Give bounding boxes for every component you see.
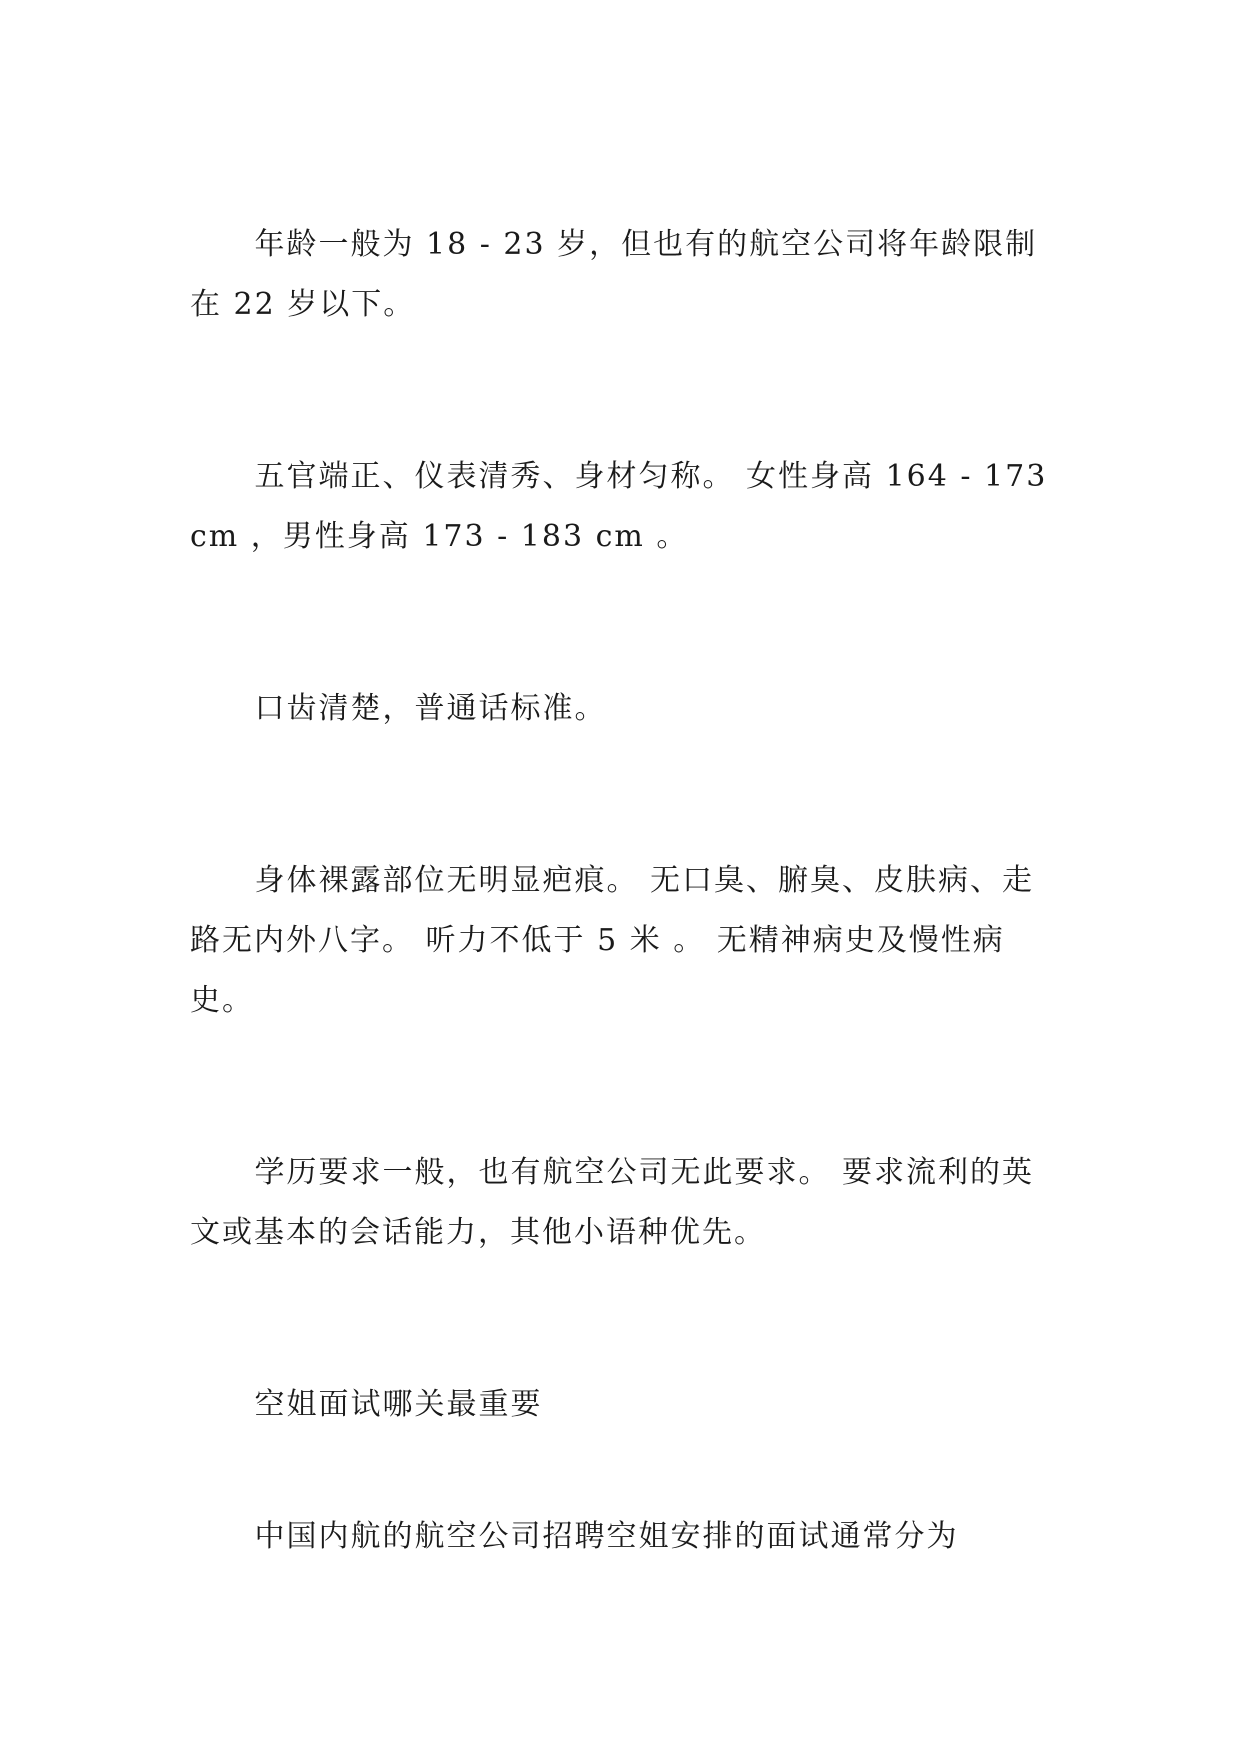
paragraph-age-requirement: 年龄一般为 18 - 23 岁，但也有的航空公司将年龄限制在 22 岁以下。	[190, 227, 1038, 322]
paragraph-speech: 口齿清楚，普通话标准。	[254, 691, 607, 726]
section-heading: 空姐面试哪关最重要	[254, 1387, 543, 1422]
paragraph-appearance-height: 五官端正、仪表清秀、身材匀称。 女性身高 164 - 173cm ，男性身高 173 - 183 cm 。	[190, 459, 1048, 554]
paragraph-health: 身体裸露部位无明显疤痕。 无口臭、腑臭、皮肤病、走路无内外八字。 听力不低于 5 米 。 无精神病史及慢性病史。	[190, 863, 1035, 1018]
paragraph-interview-intro: 中国内航的航空公司招聘空姐安排的面试通常分为	[254, 1519, 959, 1554]
paragraph-education-language: 学历要求一般，也有航空公司无此要求。 要求流利的英文或基本的会话能力，其他小语种优先。	[190, 1155, 1035, 1250]
